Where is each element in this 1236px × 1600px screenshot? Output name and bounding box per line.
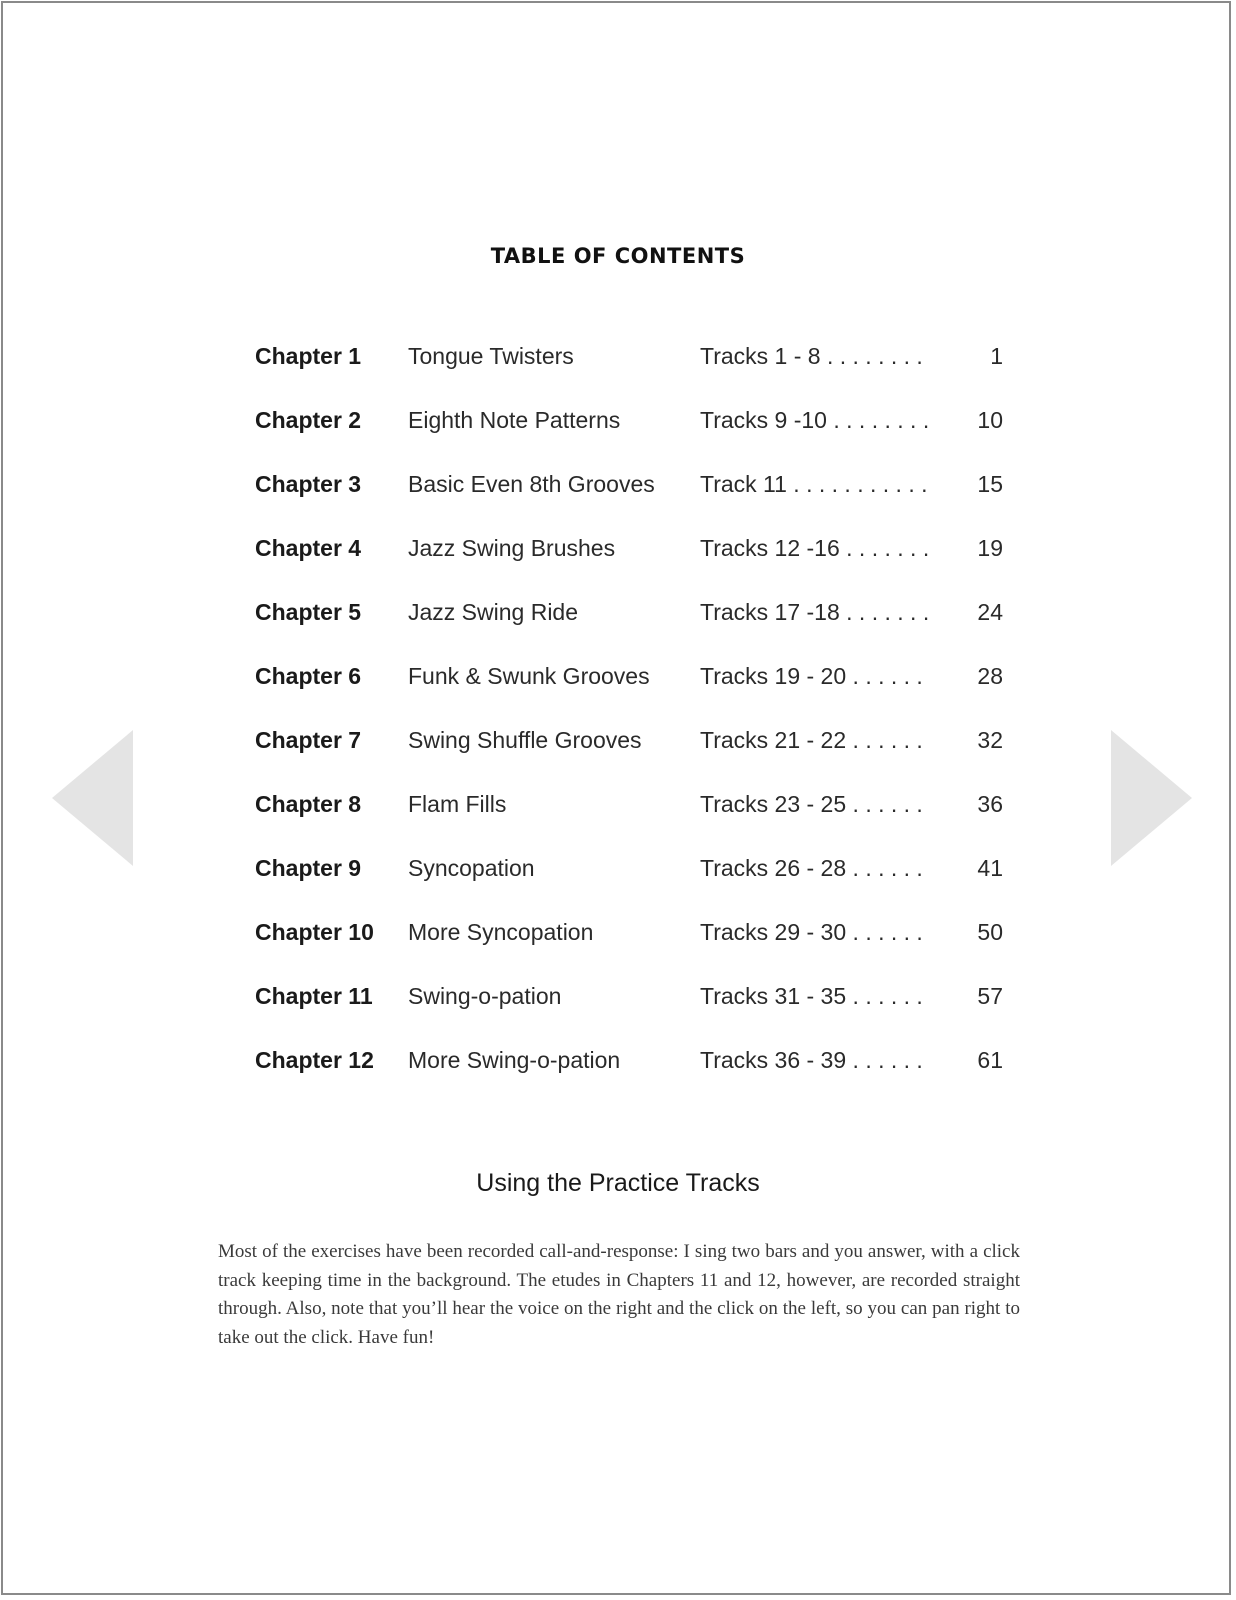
table-of-contents: [255, 325, 1015, 1093]
chapter-label: Chapter 8: [255, 791, 362, 817]
chapter-name: Syncopation: [408, 855, 535, 881]
chapter-page: 41: [977, 855, 1003, 881]
toc-title: TABLE OF CONTENTS: [490, 244, 746, 268]
chapter-label: Chapter 4: [255, 535, 362, 561]
chapter-name: Funk & Swunk Grooves: [408, 663, 650, 689]
toc-entry-8[interactable]: [255, 773, 1015, 837]
chapter-name: Flam Fills: [408, 791, 507, 817]
chapter-name: Swing-o-pation: [408, 983, 562, 1009]
toc-entry-2[interactable]: [255, 389, 1015, 453]
chapter-page: 61: [977, 1047, 1003, 1073]
chapter-page: 57: [977, 983, 1003, 1009]
chapter-label: Chapter 3: [255, 471, 362, 497]
chapter-label: Chapter 11: [255, 983, 373, 1009]
chapter-label: Chapter 10: [255, 919, 374, 945]
toc-entry-10[interactable]: [255, 901, 1015, 965]
chapter-name: More Syncopation: [408, 919, 594, 945]
toc-entry-9[interactable]: [255, 837, 1015, 901]
practice-tracks-body: Most of the exercises have been recorded call-and-response: I sing two bars and you answer, with a click track keeping time in the background. The etudes in Chapters 11 and 12, however, are recorded straight through. Also, note that you’ll hear the voice on the right and the click on the left, so you can pan right to take out the click. Have fun!: [218, 1241, 1020, 1348]
chapter-tracks: Track 11 . . . . . . . . . . .: [700, 471, 928, 497]
chapter-tracks: Tracks 12 -16 . . . . . . .: [700, 535, 930, 561]
chapter-page: 15: [977, 471, 1003, 497]
chapter-page: 36: [977, 791, 1003, 817]
chapter-tracks: Tracks 29 - 30 . . . . . .: [700, 919, 923, 945]
toc-entry-12[interactable]: [255, 1029, 1015, 1093]
toc-entry-4[interactable]: [255, 517, 1015, 581]
chapter-name: Swing Shuffle Grooves: [408, 727, 642, 753]
chapter-tracks: Tracks 1 - 8 . . . . . . . .: [700, 343, 923, 369]
chapter-tracks: Tracks 36 - 39 . . . . . .: [700, 1047, 923, 1073]
chapter-label: Chapter 7: [255, 727, 362, 753]
chapter-page: 10: [977, 407, 1003, 433]
chapter-label: Chapter 6: [255, 663, 362, 689]
toc-entry-5[interactable]: [255, 581, 1015, 645]
toc-entry-3[interactable]: [255, 453, 1015, 517]
chapter-tracks: Tracks 31 - 35 . . . . . .: [700, 983, 923, 1009]
chapter-page: 1: [990, 343, 1003, 369]
chapter-name: Tongue Twisters: [408, 343, 574, 369]
chapter-page: 28: [977, 663, 1003, 689]
chapter-label: Chapter 5: [255, 599, 362, 625]
chapter-tracks: Tracks 17 -18 . . . . . . .: [700, 599, 930, 625]
chapter-label: Chapter 9: [255, 855, 362, 881]
chapter-tracks: Tracks 23 - 25 . . . . . .: [700, 791, 923, 817]
chapter-tracks: Tracks 21 - 22 . . . . . .: [700, 727, 923, 753]
chapter-tracks: Tracks 19 - 20 . . . . . .: [700, 663, 923, 689]
chapter-label: Chapter 12: [255, 1047, 374, 1073]
chapter-name: Jazz Swing Brushes: [408, 535, 616, 561]
chapter-tracks: Tracks 26 - 28 . . . . . .: [700, 855, 923, 881]
toc-entry-11[interactable]: [255, 965, 1015, 1029]
chapter-name: More Swing-o-pation: [408, 1047, 621, 1073]
chapter-label: Chapter 2: [255, 407, 362, 433]
chapter-tracks: Tracks 9 -10 . . . . . . . .: [700, 407, 930, 433]
chapter-page: 24: [977, 599, 1003, 625]
chapter-name: Eighth Note Patterns: [408, 407, 621, 433]
chapter-name: Jazz Swing Ride: [408, 599, 579, 625]
chapter-page: 32: [977, 727, 1003, 753]
chapter-label: Chapter 1: [255, 343, 362, 369]
toc-entry-7[interactable]: [255, 709, 1015, 773]
toc-entry-1[interactable]: [255, 325, 1015, 389]
chapter-page: 19: [977, 535, 1003, 561]
prev-page-arrow-icon[interactable]: [52, 730, 133, 866]
chapter-name: Basic Even 8th Grooves: [408, 471, 655, 497]
practice-tracks-heading: Using the Practice Tracks: [476, 1169, 760, 1197]
toc-entry-6[interactable]: [255, 645, 1015, 709]
next-page-arrow-icon[interactable]: [1111, 730, 1192, 866]
chapter-page: 50: [977, 919, 1003, 945]
